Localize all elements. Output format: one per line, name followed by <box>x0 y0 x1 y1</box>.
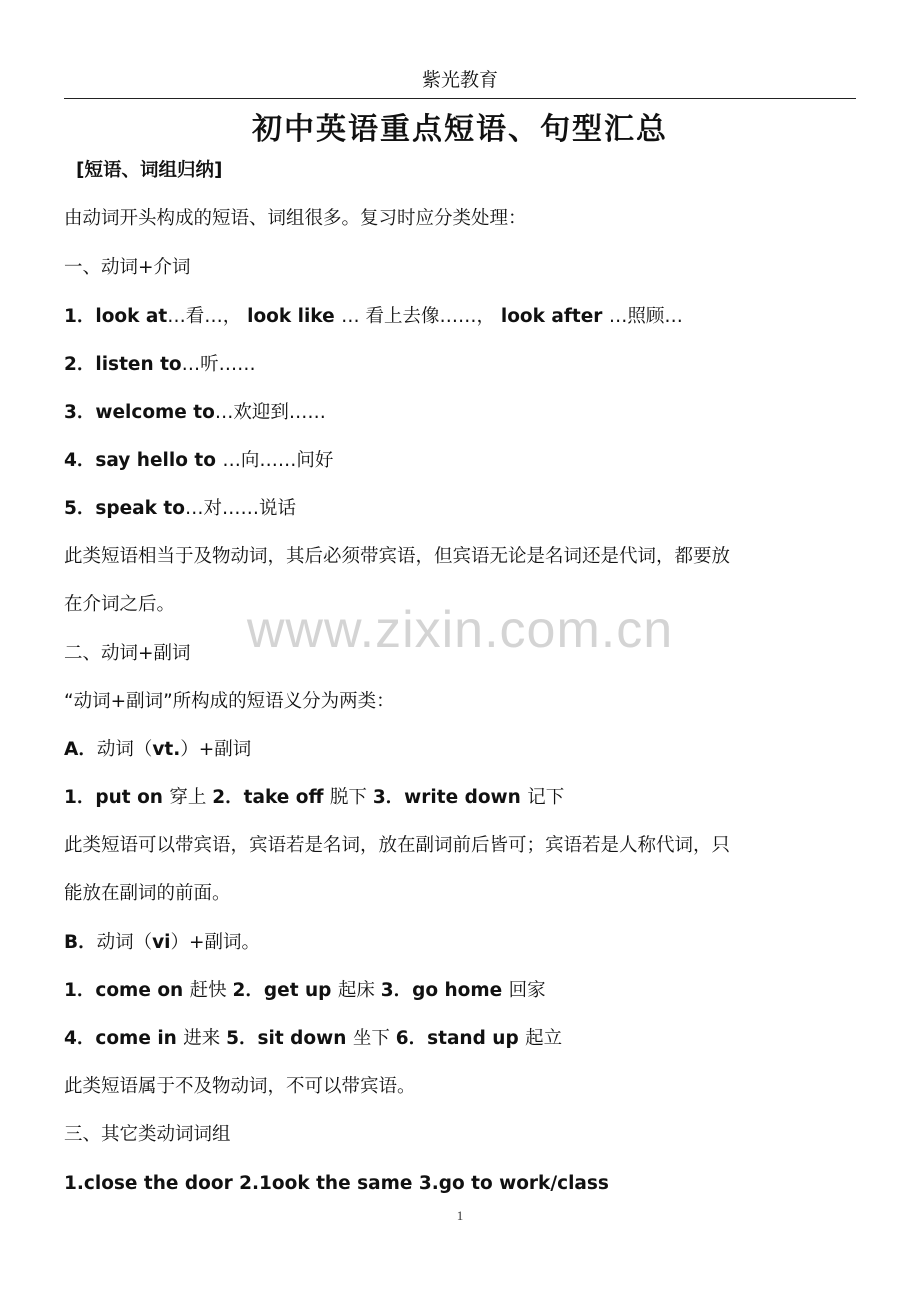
text-segment: … 看上去像……， <box>341 306 501 327</box>
text-segment: 一、动词+介词 <box>64 257 191 278</box>
page-header <box>64 64 856 99</box>
text-segment: A． <box>64 739 97 760</box>
text-segment: 在介词之后。 <box>64 594 176 615</box>
text-segment: 记下 <box>527 787 565 808</box>
line-cat1-title <box>64 255 864 281</box>
text-segment: 此类短语属于不及物动词，不可以带宾语。 <box>64 1076 416 1097</box>
text-segment: 4．say hello to <box>64 450 223 471</box>
text-segment: 2．get up <box>232 980 338 1001</box>
text-segment: 穿上 <box>169 787 213 808</box>
text-segment: 回家 <box>508 980 546 1001</box>
text-segment: ）+副词 <box>180 739 252 760</box>
text-segment: 1．put on <box>64 787 170 808</box>
text-segment: 动词（ <box>96 739 153 760</box>
text-segment: …欢迎到…… <box>214 402 326 423</box>
text-segment: 1．come on <box>64 980 190 1001</box>
text-segment: 起立 <box>525 1028 563 1049</box>
text-segment: …看…， <box>167 306 248 327</box>
text-segment: 能放在副词的前面。 <box>64 883 231 904</box>
text-segment: …听…… <box>181 354 256 375</box>
text-segment: 动词（ <box>96 932 153 953</box>
line-cat1-item2 <box>64 352 864 378</box>
text-segment: 5．speak to <box>64 498 185 519</box>
line-cat2-b-note <box>64 1074 864 1100</box>
text-segment: …向……问好 <box>222 450 334 471</box>
text-segment: 二、动词+副词 <box>64 643 191 664</box>
line-cat3-title <box>64 1122 864 1148</box>
text-segment: 进来 <box>183 1028 227 1049</box>
line-cat2-a-title <box>64 737 864 763</box>
text-segment: 5．sit down <box>226 1028 353 1049</box>
line-section-heading <box>76 158 876 184</box>
line-cat2-a-note-b <box>64 881 864 907</box>
line-cat2-b-items2 <box>64 1026 864 1052</box>
line-cat2-intro <box>64 689 864 715</box>
text-segment: 3．go home <box>380 980 509 1001</box>
text-segment: 1.close the door 2.1ook the same 3.go to work/class <box>64 1173 609 1194</box>
line-cat2-a-note-a <box>64 833 864 859</box>
text-segment: 1．look at <box>64 306 168 327</box>
watermark: www.zixin.com.cn <box>246 601 674 659</box>
text-segment: 2．take off <box>212 787 330 808</box>
text-segment: 此类短语可以带宾语，宾语若是名词，放在副词前后皆可；宾语若是人称代词，只 <box>64 835 731 856</box>
text-segment: 6．stand up <box>395 1028 526 1049</box>
text-segment: 起床 <box>337 980 381 1001</box>
text-segment: [短语、词组归纳] <box>76 160 223 181</box>
text-segment: …照顾… <box>608 306 683 327</box>
text-segment: 赶快 <box>189 980 233 1001</box>
header-org-name: 紫光教育 <box>421 69 498 91</box>
document-title: 初中英语重点短语、句型汇总 <box>252 112 668 147</box>
line-cat1-item5 <box>64 496 864 522</box>
line-cat2-b-items1 <box>64 978 864 1004</box>
text-segment: 3．welcome to <box>64 402 215 423</box>
text-segment: 2．listen to <box>64 354 182 375</box>
line-cat1-note-b <box>64 592 864 618</box>
text-segment: 三、其它类动词词组 <box>64 1124 231 1145</box>
line-intro <box>64 206 864 232</box>
text-segment: 脱下 <box>329 787 373 808</box>
text-segment: look like <box>247 306 342 327</box>
text-segment: 4．come in <box>64 1028 184 1049</box>
line-cat2-b-title <box>64 930 864 956</box>
text-segment: 由动词开头构成的短语、词组很多。复习时应分类处理： <box>64 208 527 229</box>
line-cat2-title <box>64 641 864 667</box>
text-segment: “动词+副词”所构成的短语义分为两类： <box>64 691 395 712</box>
line-cat3-items <box>64 1171 864 1197</box>
text-segment: vt. <box>152 739 181 760</box>
text-segment: look after <box>500 306 609 327</box>
line-cat1-item4 <box>64 448 864 474</box>
line-cat2-a-items <box>64 785 864 811</box>
text-segment: B． <box>64 932 97 953</box>
line-cat1-item3 <box>64 400 864 426</box>
text-segment: 3．write down <box>372 787 528 808</box>
text-segment: …对……说话 <box>184 498 296 519</box>
line-cat1-item1 <box>64 304 864 330</box>
text-segment: ）+副词。 <box>170 932 261 953</box>
text-segment: vi <box>152 932 171 953</box>
page-number: 1 <box>456 1208 464 1223</box>
line-cat1-note-a <box>64 544 864 570</box>
text-segment: 坐下 <box>352 1028 396 1049</box>
text-segment: 此类短语相当于及物动词，其后必须带宾语，但宾语无论是名词还是代词，都要放 <box>64 546 731 567</box>
